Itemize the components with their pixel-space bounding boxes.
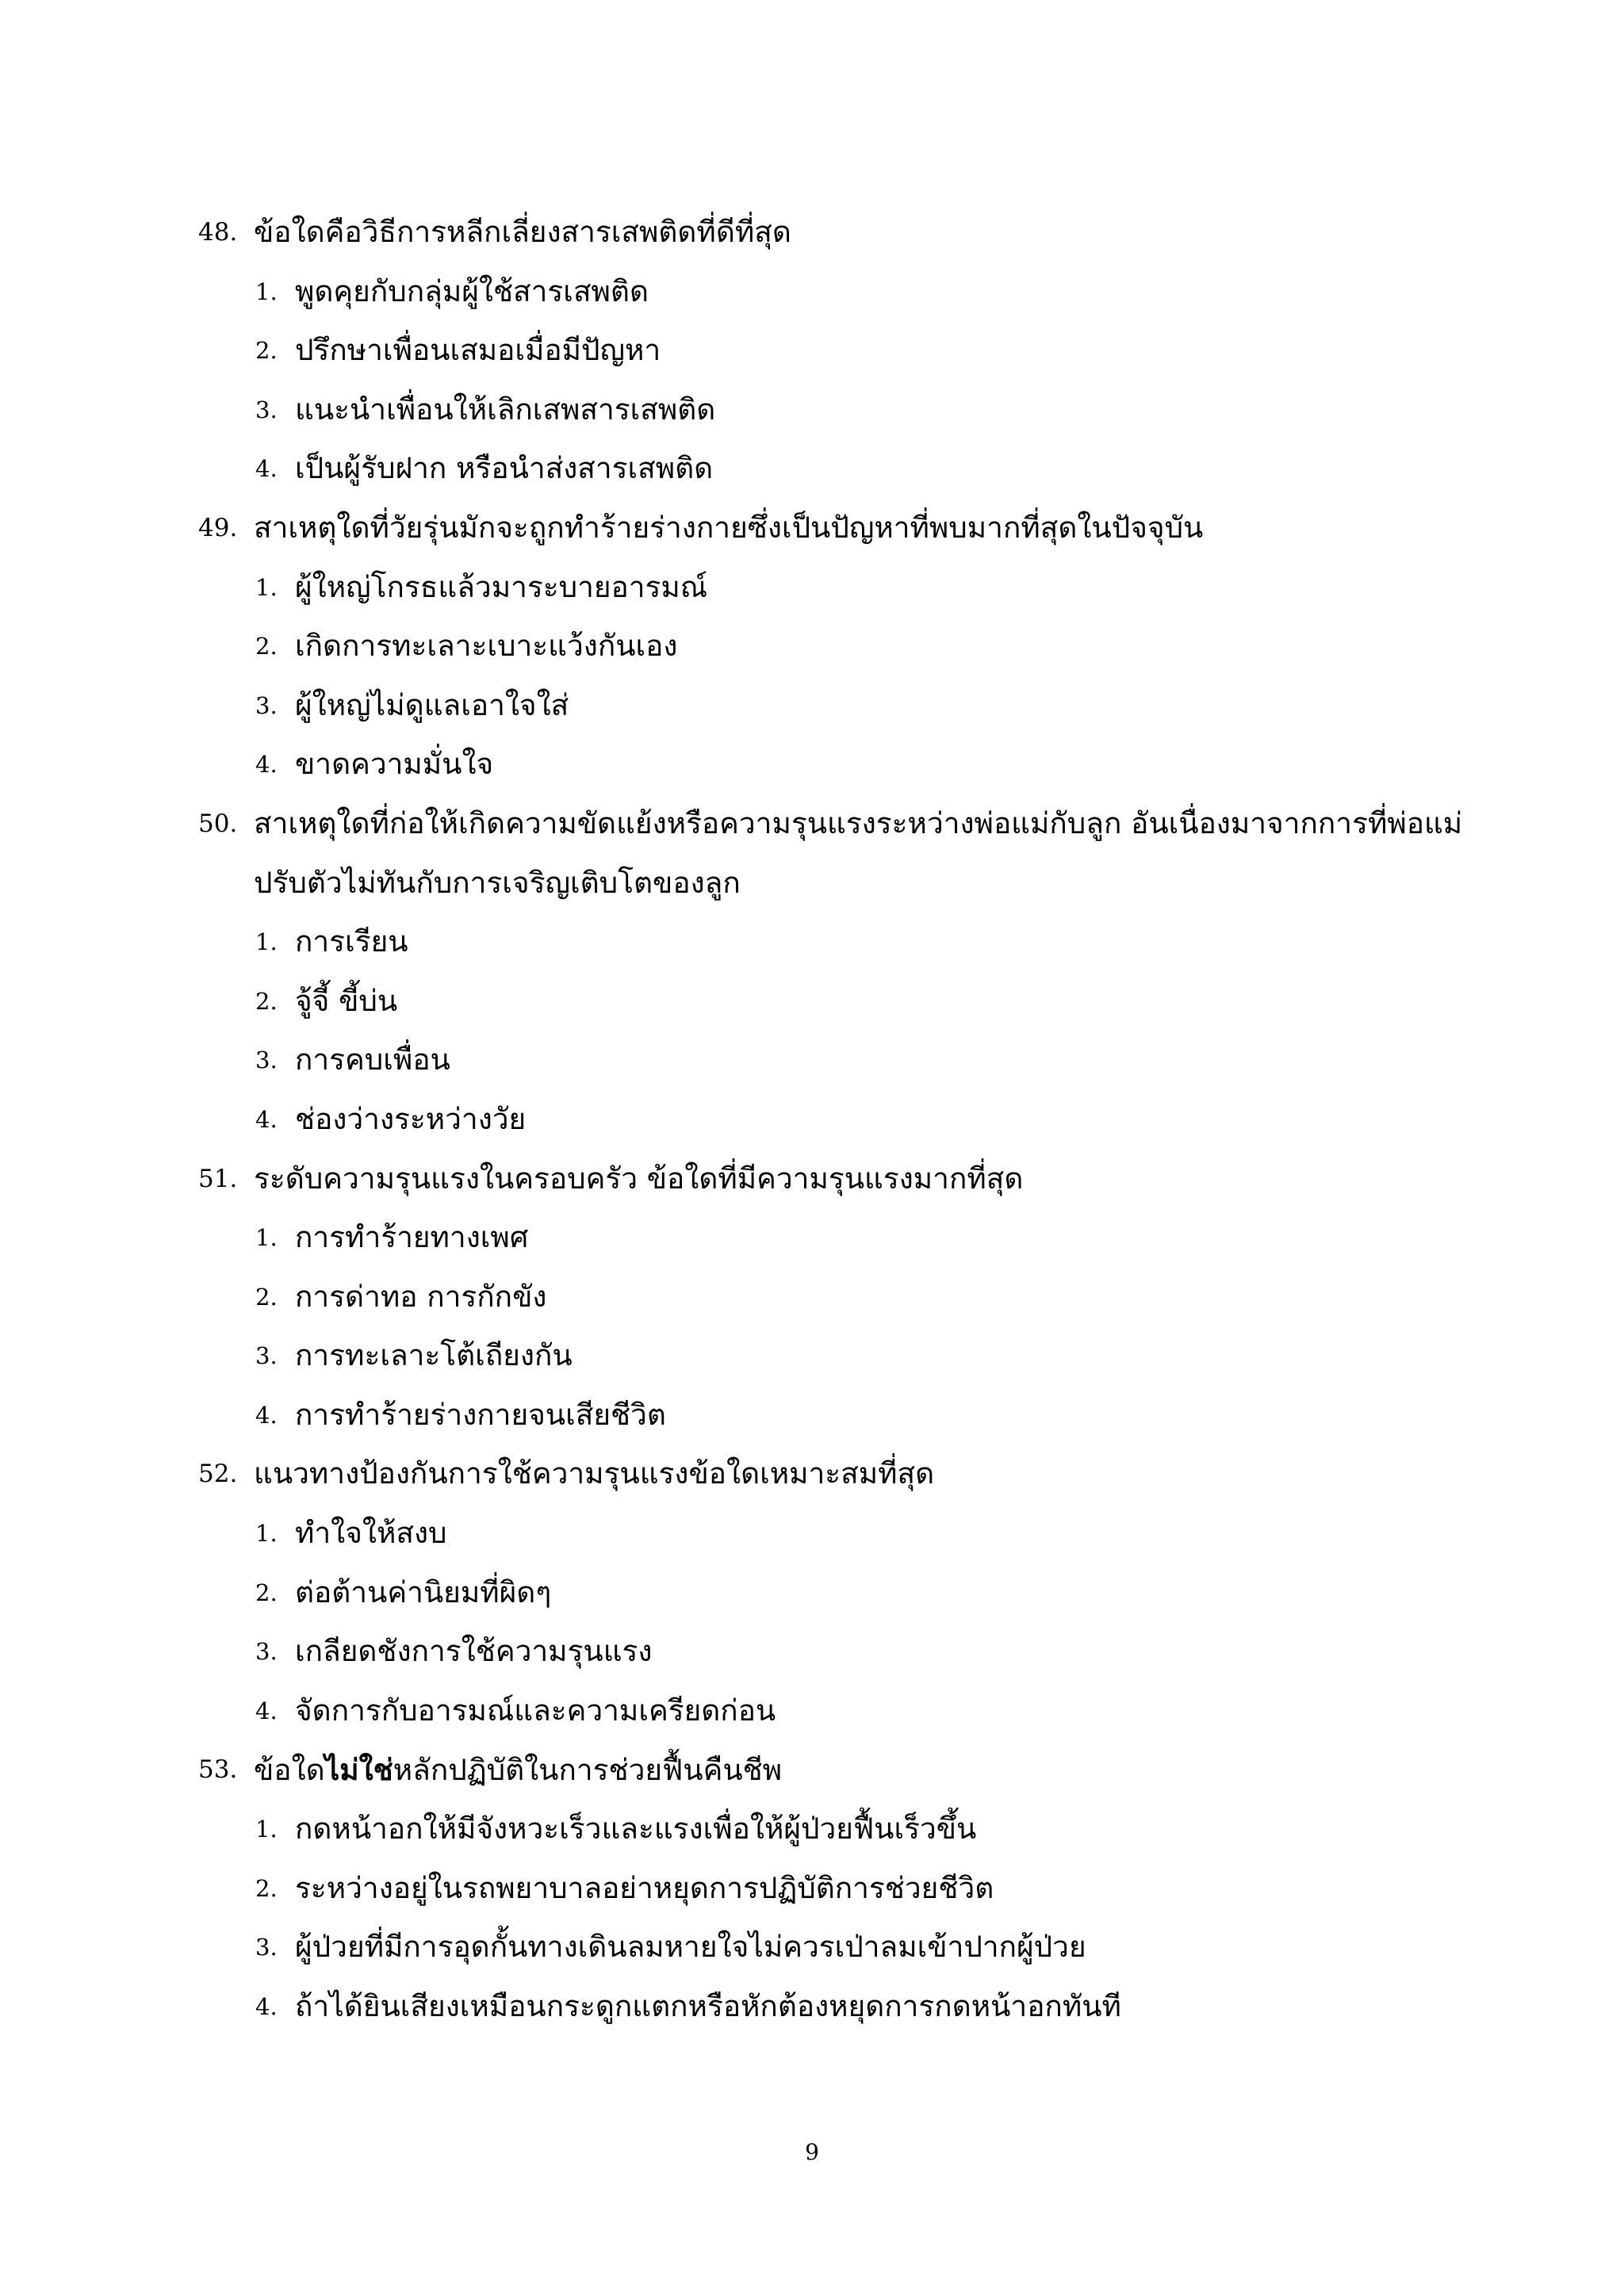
question-stem — [198, 499, 1435, 558]
question-number: 52. — [198, 1460, 238, 1489]
option-number: 2. — [255, 987, 278, 1015]
question-48 — [198, 203, 1435, 499]
option-item — [198, 1800, 1435, 1859]
option-list — [198, 262, 1435, 499]
question-text-continued: ปรับตัวไม่ทันกับการเจริญเติบโตของลูก — [254, 865, 741, 900]
option-number: 1. — [255, 277, 278, 305]
option-text: ปรึกษาเพื่อนเสมอเมื่อมีปัญหา — [295, 333, 661, 368]
question-number: 48. — [198, 218, 238, 247]
option-number: 3. — [255, 691, 278, 719]
option-text: เกลียดชังการใช้ความรุนแรง — [295, 1634, 653, 1669]
option-text: ผู้ป่วยที่มีการอุดกั้นทางเดินลมหายใจไม่ควรเป่าลมเข้าปากผู้ป่วย — [295, 1930, 1086, 1965]
question-53 — [198, 1740, 1435, 2036]
option-list — [198, 558, 1435, 794]
question-stem-continued — [198, 854, 1435, 913]
option-item — [198, 735, 1435, 794]
option-number: 4. — [255, 1992, 278, 2020]
option-number: 4. — [255, 1105, 278, 1133]
question-text: แนวทางป้องกันการใช้ความรุนแรงข้อใดเหมาะสมที่สุด — [254, 1456, 935, 1491]
option-text: การเรียน — [295, 924, 408, 959]
option-number: 2. — [255, 1283, 278, 1311]
option-text: ผู้ใหญ่ไม่ดูแลเอาใจใส่ — [295, 687, 569, 722]
option-number: 1. — [255, 1224, 278, 1252]
option-text: ทำใจให้สงบ — [295, 1516, 447, 1551]
option-item — [198, 1859, 1435, 1919]
option-text: การด่าทอ การกักขัง — [295, 1279, 547, 1314]
option-item — [198, 676, 1435, 736]
question-stem — [198, 203, 1435, 262]
option-item — [198, 321, 1435, 381]
question-stem — [198, 794, 1463, 854]
option-text: ต่อต้านค่านิยมที่ผิดๆ — [295, 1575, 552, 1609]
option-item — [198, 1090, 1435, 1150]
page-number: 9 — [805, 2139, 819, 2165]
option-text: การทะเลาะโต้เถียงกัน — [295, 1338, 573, 1373]
option-item — [198, 1326, 1435, 1386]
option-item — [198, 913, 1435, 972]
option-number: 2. — [255, 1578, 278, 1606]
option-text: แนะนำเพื่อนให้เลิกเสพสารเสพติด — [295, 392, 716, 427]
question-text: ระดับความรุนแรงในครอบครัว ข้อใดที่มีความรุนแรงมากที่สุด — [254, 1161, 1024, 1196]
option-text: ขาดความมั่นใจ — [295, 747, 494, 782]
option-item — [198, 439, 1435, 499]
option-item — [198, 1268, 1435, 1327]
option-text: ช่องว่างระหว่างวัย — [295, 1101, 527, 1136]
question-number: 50. — [198, 809, 238, 838]
question-stem — [198, 1445, 1435, 1504]
option-text: กดหน้าอกให้มีจังหวะเร็วและแรงเพื่อให้ผู้ป่วยฟื้นเร็วขึ้น — [295, 1812, 977, 1846]
option-number: 3. — [255, 1934, 278, 1961]
option-item — [198, 1208, 1435, 1268]
option-text: เป็นผู้รับฝาก หรือนำส่งสารเสพติด — [295, 451, 714, 486]
option-item — [198, 1563, 1435, 1623]
question-number: 53. — [198, 1755, 238, 1785]
option-number: 4. — [255, 751, 278, 779]
option-number: 4. — [255, 1401, 278, 1429]
option-text: จู้จี้ ขี้บ่น — [295, 983, 398, 1018]
option-text: การทำร้ายร่างกายจนเสียชีวิต — [295, 1397, 666, 1432]
option-item — [198, 1918, 1435, 1977]
option-list — [198, 1504, 1435, 1740]
option-list — [198, 1208, 1435, 1445]
option-item — [198, 1977, 1435, 2037]
option-item — [198, 1682, 1435, 1741]
question-text — [254, 1740, 782, 1800]
question-text: สาเหตุใดที่วัยรุ่นมักจะถูกทำร้ายร่างกายซึ่งเป็นปัญหาที่พบมากที่สุดในปัจจุบัน — [254, 510, 1204, 545]
option-item — [198, 1386, 1435, 1445]
option-number: 1. — [255, 928, 278, 956]
option-number: 1. — [255, 573, 278, 601]
option-number: 2. — [255, 1874, 278, 1902]
option-text: การทำร้ายทางเพศ — [295, 1220, 529, 1255]
question-list — [198, 203, 1463, 2036]
option-item — [198, 1622, 1435, 1682]
option-number: 1. — [255, 1816, 278, 1843]
option-list — [198, 913, 1435, 1149]
question-text-after: หลักปฏิบัติในการช่วยฟื้นคืนชีพ — [393, 1753, 783, 1788]
question-emphasis: ไม่ใช่ — [324, 1752, 393, 1788]
option-text: จัดการกับอารมณ์และความเครียดก่อน — [295, 1693, 776, 1728]
option-number: 3. — [255, 396, 278, 423]
option-number: 2. — [255, 337, 278, 365]
option-item — [198, 262, 1435, 322]
question-text-before: ข้อใด — [254, 1753, 325, 1788]
question-text: ข้อใดคือวิธีการหลีกเลี่ยงสารเสพติดที่ดีที่สุด — [254, 215, 791, 249]
option-text: ถ้าได้ยินเสียงเหมือนกระดูกแตกหรือหักต้องหยุดการกดหน้าอกทันที — [295, 1988, 1121, 2023]
option-number: 3. — [255, 1342, 278, 1370]
option-item — [198, 1031, 1435, 1090]
question-49 — [198, 499, 1435, 794]
option-item — [198, 381, 1435, 440]
option-item — [198, 558, 1435, 618]
option-item — [198, 1504, 1435, 1563]
question-51 — [198, 1150, 1435, 1445]
question-number: 51. — [198, 1164, 238, 1193]
option-text: พูดคุยกับกลุ่มผู้ใช้สารเสพติด — [295, 274, 649, 308]
option-number: 4. — [255, 1697, 278, 1724]
question-52 — [198, 1445, 1435, 1740]
option-text: เกิดการทะเลาะเบาะแว้งกันเอง — [295, 629, 678, 664]
option-number: 1. — [255, 1520, 278, 1548]
option-text: ผู้ใหญ่โกรธแล้วมาระบายอารมณ์ — [295, 569, 708, 604]
option-item — [198, 972, 1435, 1031]
question-stem — [198, 1150, 1435, 1209]
question-50 — [198, 794, 1463, 1150]
option-number: 3. — [255, 1638, 278, 1666]
option-list — [198, 1800, 1435, 2036]
option-text: ระหว่างอยู่ในรถพยาบาลอย่าหยุดการปฏิบัติการช่วยชีวิต — [295, 1870, 994, 1905]
option-number: 2. — [255, 633, 278, 660]
option-number: 3. — [255, 1047, 278, 1074]
question-number: 49. — [198, 513, 238, 542]
option-item — [198, 617, 1435, 676]
option-text: การคบเพื่อน — [295, 1043, 450, 1077]
option-number: 4. — [255, 455, 278, 483]
question-text: สาเหตุใดที่ก่อให้เกิดความขัดแย้งหรือความรุนแรงระหว่างพ่อแม่กับลูก อันเนื่องมาจากการที่พ่อแม่ — [254, 806, 1463, 840]
question-stem — [198, 1740, 1435, 1800]
